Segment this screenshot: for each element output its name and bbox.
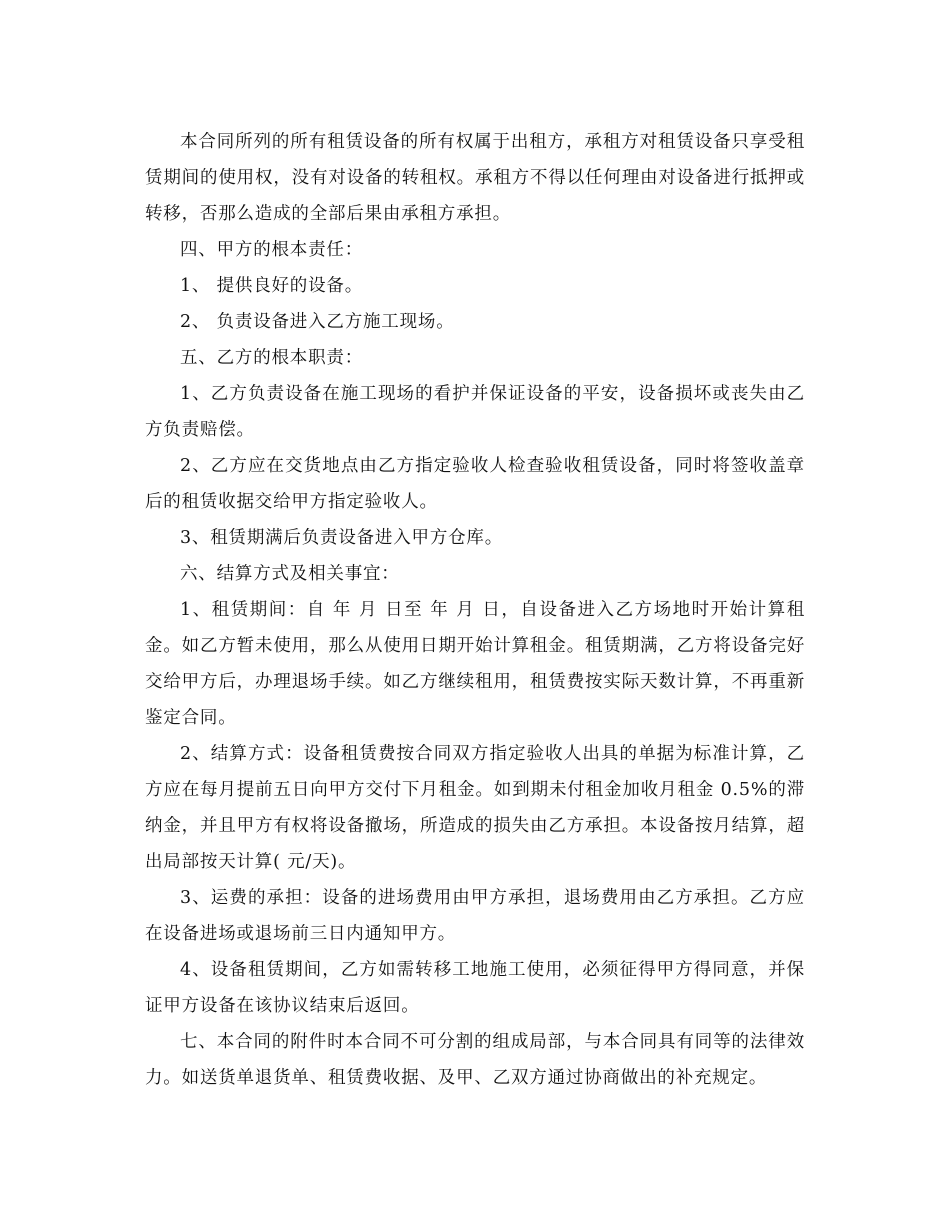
heading-settlement: 六、结算方式及相关事宜： [180,564,400,584]
paragraph-a-item-1: 1、 提供良好的设备。 [180,276,363,296]
paragraph-b-item-3: 3、租赁期满后负责设备进入甲方仓库。 [180,528,504,548]
paragraph-a-item-2: 2、 负责设备进入乙方施工现场。 [180,312,455,332]
paragraph-settlement-item-1: 1、租赁期间：自 年 月 日至 年 月 日，自设备进入乙方场地时开始计算租金。如乙方暂未使用，那么从使用日期开始计算租金。租赁期满，乙方将设备完好交给甲方后，办理退场手续。如乙方继续租用，租赁费按实际天数计算，不再重新鉴定合同。 [145,600,805,728]
heading-party-a-responsibilities: 四、甲方的根本责任： [180,240,363,260]
paragraph-b-item-2: 2、乙方应在交货地点由乙方指定验收人检查验收租赁设备，同时将签收盖章后的租赁收据交给甲方指定验收人。 [145,456,805,512]
heading-party-b-duties: 五、乙方的根本职责： [180,348,363,368]
paragraph-settlement-item-4: 4、设备租赁期间，乙方如需转移工地施工使用，必须征得甲方得同意，并保证甲方设备在该协议结束后返回。 [145,960,805,1016]
paragraph-b-item-1: 1、乙方负责设备在施工现场的看护并保证设备的平安，设备损坏或丧失由乙方负责赔偿。 [145,384,805,440]
paragraph-settlement-item-3: 3、运费的承担：设备的进场费用由甲方承担，退场费用由乙方承担。乙方应在设备进场或退场前三日内通知甲方。 [145,888,805,944]
paragraph-attachments: 七、本合同的附件时本合同不可分割的组成局部，与本合同具有同等的法律效力。如送货单退货单、租赁费收据、及甲、乙双方通过协商做出的补充规定。 [145,1032,805,1088]
document-body [145,124,805,1096]
paragraph-settlement-item-2: 2、结算方式：设备租赁费按合同双方指定验收人出具的单据为标准计算，乙方应在每月提前五日向甲方交付下月租金。如到期未付租金加收月租金 0.5%的滞纳金，并且甲方有权将设备撤场，所造成的损失由乙方承担。本设备按月结算，超出局部按天计算( 元/天)。 [145,744,805,872]
paragraph-ownership: 本合同所列的所有租赁设备的所有权属于出租方，承租方对租赁设备只享受租赁期间的使用权，没有对设备的转租权。承租方不得以任何理由对设备进行抵押或转移，否那么造成的全部后果由承租方承担。 [145,132,805,224]
